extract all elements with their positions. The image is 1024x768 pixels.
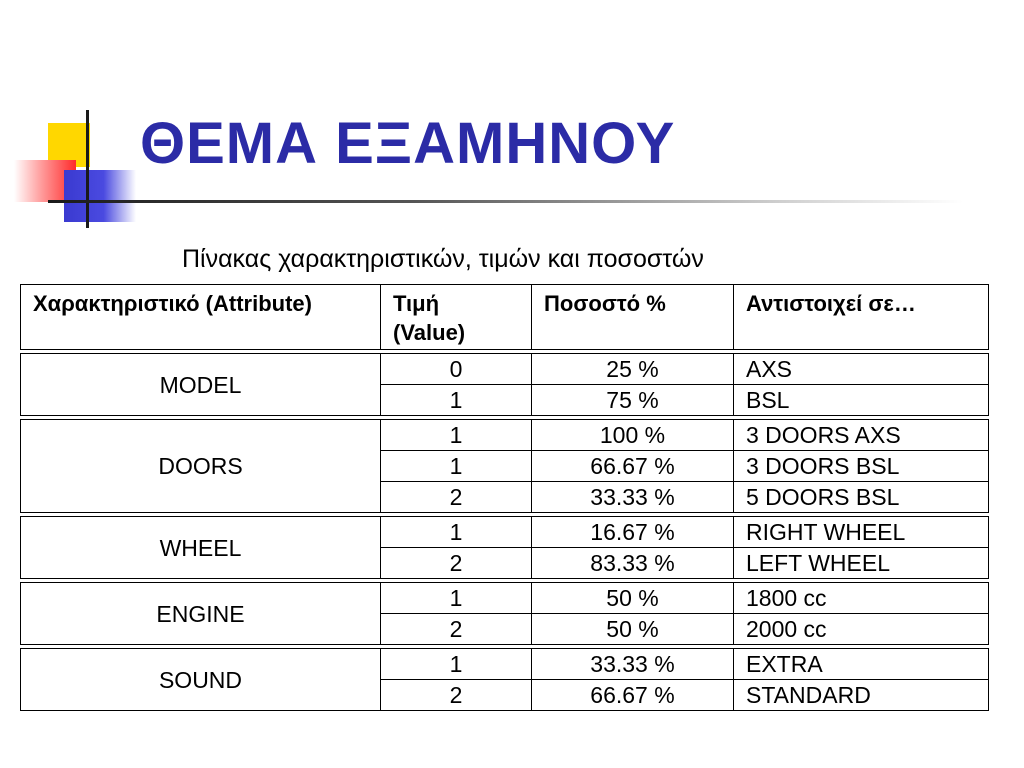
percent-cell: 16.67 %	[532, 517, 734, 548]
value-cell: 2	[381, 482, 532, 513]
value-cell: 2	[381, 548, 532, 579]
percent-cell: 33.33 %	[532, 482, 734, 513]
table-header-row	[21, 285, 989, 350]
header-value	[381, 285, 532, 350]
corresponds-cell: AXS	[734, 354, 989, 385]
attribute-cell: ENGINE	[21, 583, 381, 645]
slide-title: ΘΕΜΑ ΕΞΑΜΗΝΟΥ	[140, 111, 676, 176]
percent-cell: 50 %	[532, 614, 734, 645]
table-row	[21, 649, 989, 680]
corresponds-cell: 1800 cc	[734, 583, 989, 614]
value-cell: 2	[381, 680, 532, 711]
table-row	[21, 517, 989, 548]
percent-cell: 100 %	[532, 420, 734, 451]
value-cell: 1	[381, 451, 532, 482]
corresponds-cell: 3 DOORS BSL	[734, 451, 989, 482]
percent-cell: 25 %	[532, 354, 734, 385]
corresponds-cell: LEFT WHEEL	[734, 548, 989, 579]
decor-vertical-line	[86, 110, 89, 228]
percent-cell: 75 %	[532, 385, 734, 416]
value-cell: 1	[381, 517, 532, 548]
corresponds-cell: EXTRA	[734, 649, 989, 680]
attributes-table	[20, 284, 989, 711]
table-row	[21, 583, 989, 614]
header-percent: Ποσοστό %	[532, 285, 734, 350]
attribute-cell: SOUND	[21, 649, 381, 711]
corresponds-cell: 2000 cc	[734, 614, 989, 645]
corresponds-cell: 5 DOORS BSL	[734, 482, 989, 513]
header-corresponds: Αντιστοιχεί σε…	[734, 285, 989, 350]
percent-cell: 83.33 %	[532, 548, 734, 579]
value-cell: 1	[381, 583, 532, 614]
table-caption: Πίνακας χαρακτηριστικών, τιμών και ποσοστών	[182, 245, 704, 273]
value-cell: 1	[381, 420, 532, 451]
corresponds-cell: STANDARD	[734, 680, 989, 711]
percent-cell: 50 %	[532, 583, 734, 614]
attribute-cell: WHEEL	[21, 517, 381, 579]
header-value-line2: (Value)	[393, 320, 466, 345]
corresponds-cell: 3 DOORS AXS	[734, 420, 989, 451]
attribute-cell: MODEL	[21, 354, 381, 416]
attribute-cell: DOORS	[21, 420, 381, 513]
table-row	[21, 354, 989, 385]
header-attribute: Χαρακτηριστικό (Attribute)	[21, 285, 381, 350]
value-cell: 0	[381, 354, 532, 385]
percent-cell: 66.67 %	[532, 451, 734, 482]
percent-cell: 66.67 %	[532, 680, 734, 711]
value-cell: 2	[381, 614, 532, 645]
header-value-line1: Τιμή	[393, 291, 440, 316]
percent-cell: 33.33 %	[532, 649, 734, 680]
decor-blue-square	[64, 170, 136, 222]
value-cell: 1	[381, 385, 532, 416]
table-row	[21, 420, 989, 451]
value-cell: 1	[381, 649, 532, 680]
corresponds-cell: RIGHT WHEEL	[734, 517, 989, 548]
decor-horizontal-line	[48, 200, 963, 203]
corresponds-cell: BSL	[734, 385, 989, 416]
